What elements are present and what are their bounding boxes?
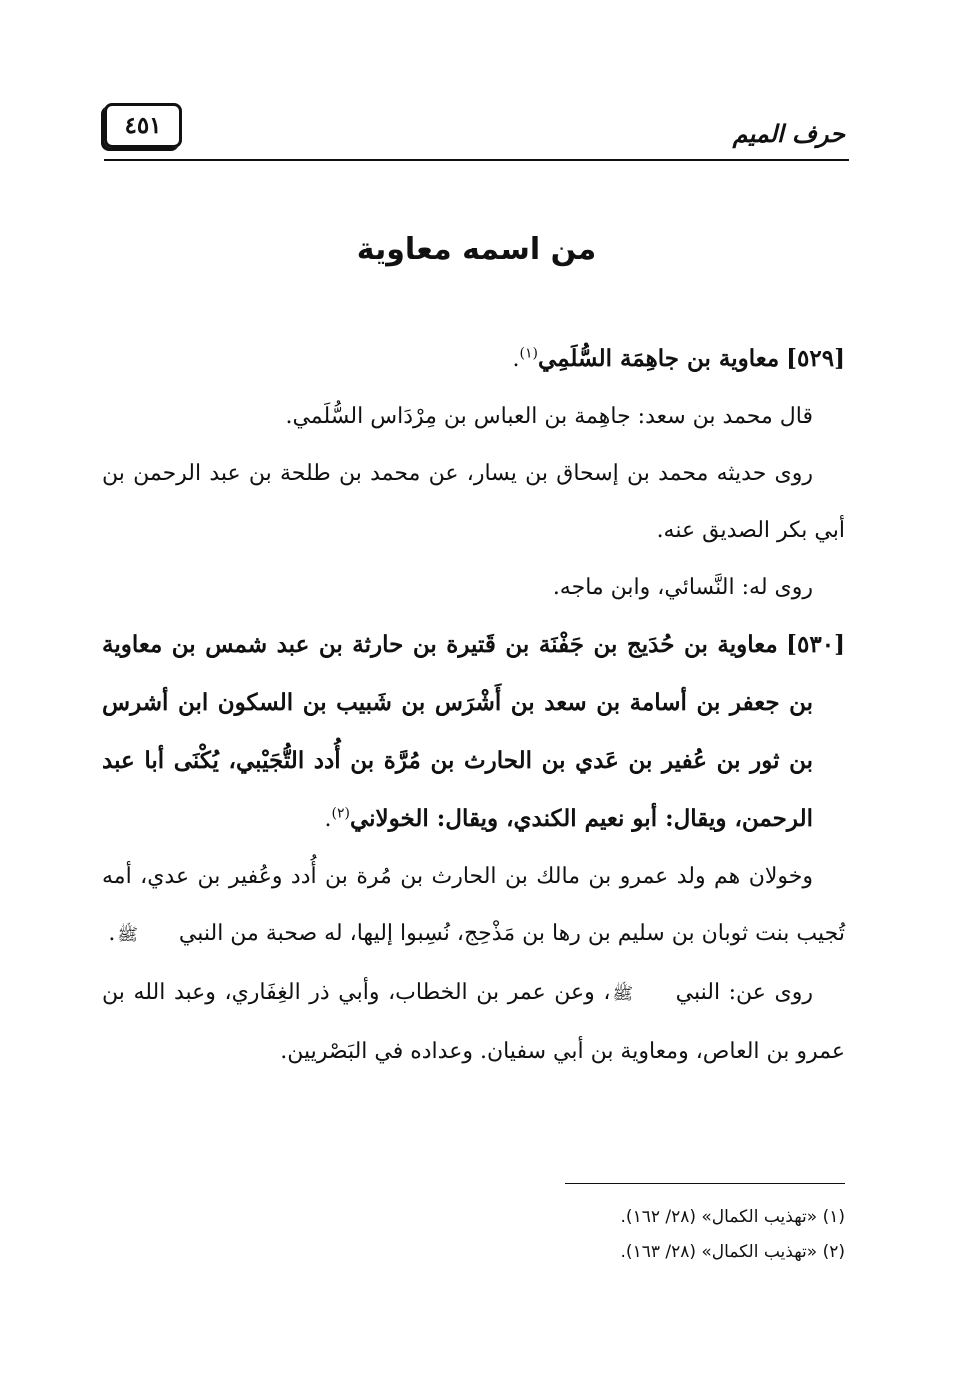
entry-trailing: .	[512, 347, 520, 372]
footnote-ref[interactable]: (١)	[519, 345, 538, 362]
entry-trailing: .	[324, 807, 332, 832]
footnote-rule	[565, 1183, 845, 1184]
page-number: ٤٥١	[104, 103, 182, 148]
paragraph: روى حديثه محمد بن إسحاق بن يسار، عن محمد بن طلحة بن عبد الرحمن بن أبي بكر الصديق عنه.	[102, 461, 845, 543]
footnote-ref[interactable]: (٢)	[331, 805, 350, 822]
entry-530-heading	[102, 616, 845, 848]
paragraph-text: روى عن: النبي	[675, 980, 813, 1005]
paragraph-text: ، وعن عمر بن الخطاب، وأبي ذر الغِفَاري، وعبد الله بن عمرو بن العاص، ومعاوية بن أبي سفيان. وعداده في البَصْريين.	[102, 980, 845, 1064]
paragraph	[102, 848, 845, 964]
running-head: حرف الميم	[732, 119, 845, 148]
header-rule	[104, 159, 849, 161]
salutation-glyph: ﷺ	[117, 925, 138, 945]
footnotes	[102, 1200, 845, 1270]
entry-number: [٥٢٩]	[786, 345, 845, 372]
paragraph: قال محمد بن سعد: جاهِمة بن العباس بن مِرْدَاس السُّلَمي.	[285, 404, 813, 429]
section-heading: من اسمه معاوية	[356, 232, 597, 267]
paragraph	[102, 964, 845, 1080]
entry-number: [٥٣٠]	[786, 631, 845, 658]
footnote-1: (١) «تهذيب الكمال» (٢٨/ ١٦٢).	[620, 1207, 845, 1227]
paragraph-text: .	[108, 921, 116, 946]
salutation-glyph: ﷺ	[612, 984, 634, 1004]
footnote-2: (٢) «تهذيب الكمال» (٢٨/ ١٦٣).	[620, 1242, 845, 1262]
body-text	[102, 330, 845, 1080]
entry-name: معاوية بن جاهِمَة السُّلَمِي	[537, 345, 780, 372]
entry-529-heading	[102, 330, 845, 388]
paragraph: روى له: النَّسائي، وابن ماجه.	[552, 575, 813, 600]
paragraph-text: وخولان هم ولد عمرو بن مالك بن الحارث بن مُرة بن أُدد وعُفير بن عدي، أمه تُجيب بنت ثوبان بن سليم بن رها بن مَذْحِج، نُسِبوا إليها، له صحبة من النبي	[102, 864, 845, 946]
entry-name: معاوية بن حُدَيج بن جَفْنَة بن قَتيرة بن حارثة بن عبد شمس بن معاوية بن جعفر بن أسامة بن سعد بن أَشْرَس بن شَبيب بن السكون ابن أشرس بن ثور بن عُفير بن عَدي بن الحارث بن مُرَّة بن أُدد التُّجَيْبي، يُكْنَى أبا عبد الرحمن، ويقال: أبو نعيم الكندي، ويقال: الخولاني	[102, 631, 813, 832]
